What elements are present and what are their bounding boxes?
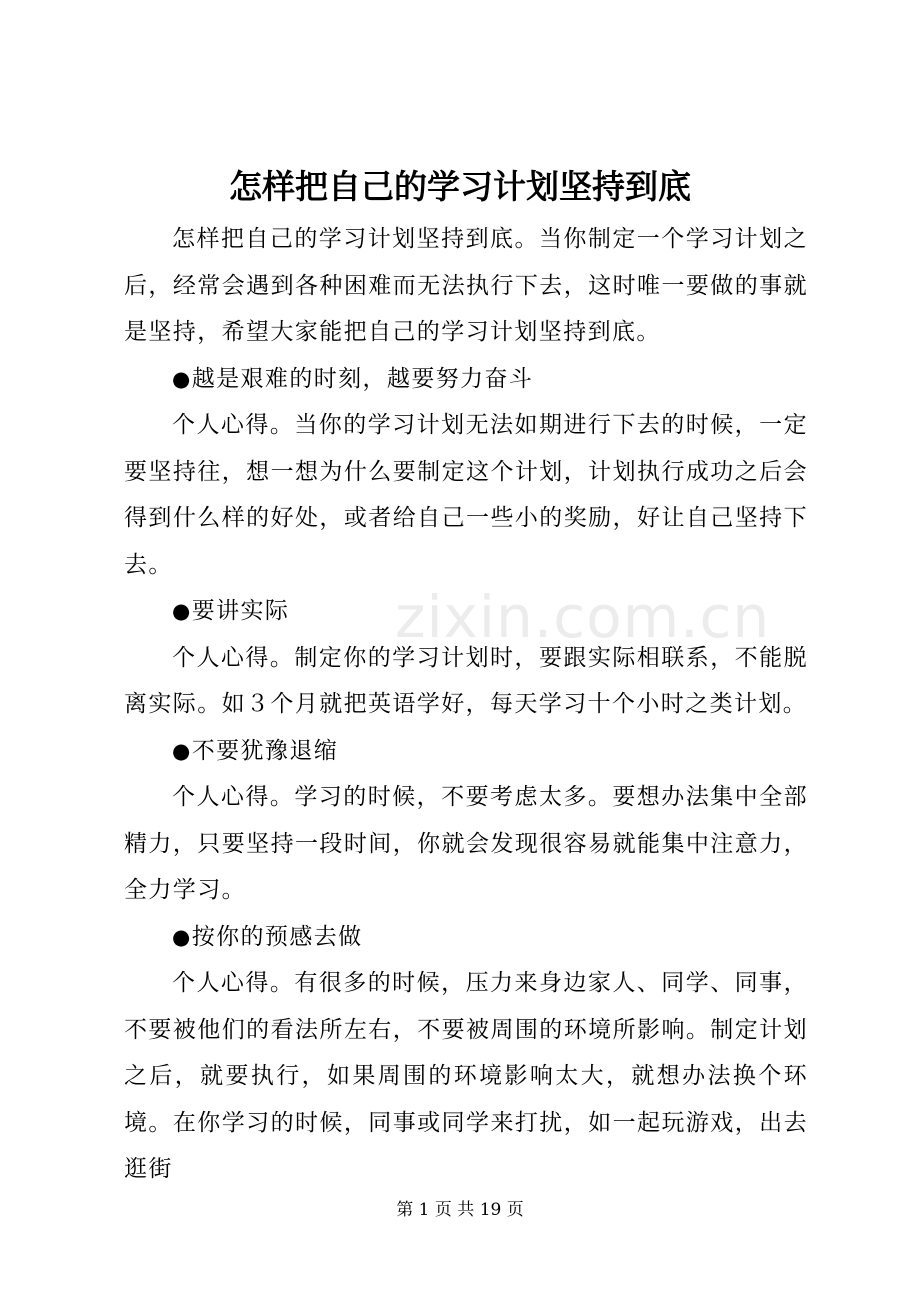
section-heading-2 <box>124 588 808 635</box>
section-paragraph-1: 个人心得。当你的学习计划无法如期进行下去的时候，一定要坚持往，想一想为什么要制定这个计划，计划执行成功之后会得到什么样的好处，或者给自己一些小的奖励，好让自己坚持下去。 <box>124 412 808 578</box>
intro-paragraph: 怎样把自己的学习计划坚持到底。当你制定一个学习计划之后，经常会遇到各种困难而无法执行下去，这时唯一要做的事就是坚持，希望大家能把自己的学习计划坚持到底。 <box>124 226 808 345</box>
section-heading-3 <box>124 728 808 775</box>
section-heading-text: 越是艰难的时刻，越要努力奋斗 <box>191 365 534 392</box>
section-paragraph-3: 个人心得。学习的时候，不要考虑太多。要想办法集中全部精力，只要坚持一段时间，你就会发现很容易就能集中注意力，全力学习。 <box>124 784 808 903</box>
bullet-icon: ● <box>172 738 192 763</box>
section-heading-4 <box>124 914 808 961</box>
bullet-icon: ● <box>172 366 192 391</box>
document-title: 怎样把自己的学习计划坚持到底 <box>229 167 691 206</box>
document-body <box>124 216 808 1193</box>
bullet-icon: ● <box>172 599 192 623</box>
section-heading-text: 不要犹豫退缩 <box>191 737 339 764</box>
page-footer: 第 1 页 共 19 页 <box>396 1200 524 1220</box>
section-paragraph-2: 个人心得。制定你的学习计划时，要跟实际相联系，不能脱离实际。如３个月就把英语学好，每天学习十个小时之类计划。 <box>124 644 808 717</box>
section-heading-1 <box>124 356 808 403</box>
watermark: zixin.com.cn <box>395 583 771 651</box>
section-heading-text: 要讲实际 <box>191 598 290 624</box>
section-heading-text: 按你的预感去做 <box>191 923 363 950</box>
bullet-icon: ● <box>172 924 192 949</box>
section-paragraph-4: 个人心得。有很多的时候，压力来身边家人、同学、同事，不要被他们的看法所左右，不要被周围的环境所影响。制定计划之后，就要执行，如果周围的环境影响太大，就想办法换个环境。在你学习的时候，同事或同学来打扰，如一起玩游戏，出去逛街 <box>124 970 808 1182</box>
